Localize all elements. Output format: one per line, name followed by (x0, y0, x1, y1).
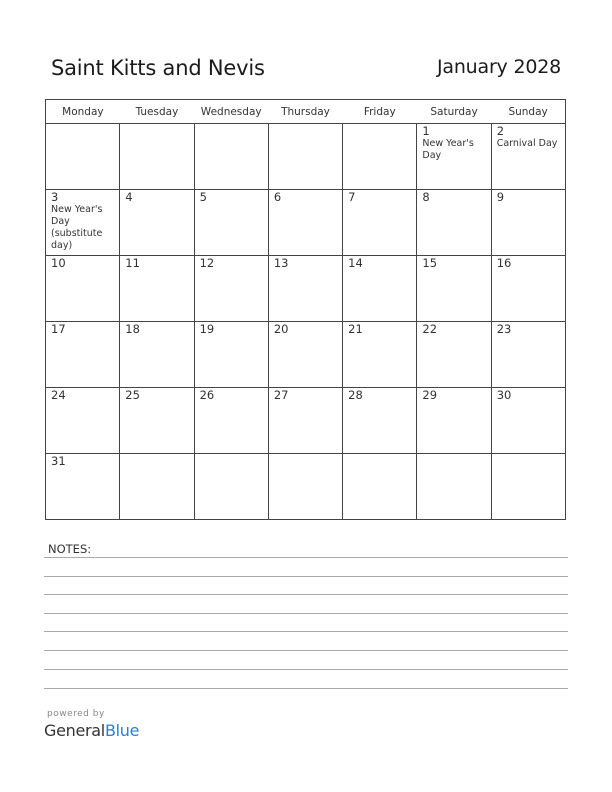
day-cell (343, 322, 417, 388)
day-cell (46, 322, 120, 388)
day-cell (46, 256, 120, 322)
day-cell (417, 322, 491, 388)
notes-line (44, 594, 568, 595)
day-number: 3 (51, 190, 59, 204)
calendar-week-row (46, 388, 566, 454)
day-cell (491, 124, 565, 190)
day-cell (268, 256, 342, 322)
day-cell (343, 190, 417, 256)
day-cell (343, 388, 417, 454)
day-number: 31 (51, 454, 66, 468)
notes-line (44, 631, 568, 632)
day-number: 11 (125, 256, 140, 270)
day-cell (417, 454, 491, 520)
calendar-week-row (46, 322, 566, 388)
day-cell (268, 322, 342, 388)
day-number: 13 (273, 256, 289, 270)
day-number: 23 (496, 322, 512, 336)
day-number: 26 (199, 388, 215, 402)
day-cell (46, 454, 120, 520)
day-cell (268, 190, 342, 256)
day-cell (268, 454, 342, 520)
holiday-label: New Year's Day (substitute day) (51, 204, 103, 251)
day-number: 9 (496, 190, 505, 204)
day-number: 6 (273, 190, 282, 204)
day-cell (120, 454, 194, 520)
day-cell (343, 454, 417, 520)
calendar-week-row (46, 454, 566, 520)
calendar-week-row (46, 124, 566, 190)
weekday-header: Thursday (268, 100, 342, 124)
day-cell (194, 190, 268, 256)
notes-line (44, 557, 568, 558)
day-cell (194, 256, 268, 322)
day-number: 21 (348, 322, 363, 336)
weekday-header: Monday (46, 100, 120, 124)
day-number: 27 (273, 388, 289, 402)
day-cell (120, 322, 194, 388)
day-cell (120, 256, 194, 322)
day-number: 25 (125, 388, 140, 402)
brand-blue-text: Blue (104, 721, 140, 740)
day-number: 4 (125, 190, 133, 204)
day-number: 1 (422, 124, 430, 138)
day-cell (194, 454, 268, 520)
day-cell (343, 124, 417, 190)
day-number: 14 (348, 256, 363, 270)
weekday-header: Sunday (491, 100, 565, 124)
day-number: 28 (348, 388, 363, 402)
day-number: 19 (199, 322, 215, 336)
day-cell (120, 190, 194, 256)
day-cell (120, 388, 194, 454)
day-cell (120, 124, 194, 190)
calendar-week-row (46, 190, 566, 256)
day-cell (46, 190, 120, 256)
day-cell (491, 454, 565, 520)
day-cell (417, 256, 491, 322)
holiday-label: Carnival Day (496, 138, 558, 149)
day-number: 17 (51, 322, 66, 336)
day-number: 22 (422, 322, 438, 336)
brand-general-text: General (44, 721, 105, 740)
day-cell (46, 388, 120, 454)
day-cell (491, 190, 565, 256)
day-cell (194, 322, 268, 388)
calendar-week-row (46, 256, 566, 322)
day-number: 20 (273, 322, 289, 336)
month-year-title: January 2028 (436, 56, 561, 78)
day-number: 8 (422, 190, 430, 204)
day-cell (491, 256, 565, 322)
day-number: 24 (51, 388, 66, 402)
day-cell (417, 190, 491, 256)
notes-line (44, 576, 568, 577)
day-cell (343, 256, 417, 322)
day-cell (491, 388, 565, 454)
weekday-header: Tuesday (120, 100, 194, 124)
powered-by-text: powered by (47, 709, 105, 719)
day-number: 10 (51, 256, 66, 270)
day-number: 30 (496, 388, 512, 402)
day-number: 16 (496, 256, 512, 270)
day-cell (194, 124, 268, 190)
day-number: 12 (199, 256, 215, 270)
day-cell (491, 322, 565, 388)
weekday-header: Wednesday (194, 100, 268, 124)
notes-line (44, 669, 568, 670)
calendar-grid (45, 99, 566, 520)
day-cell (268, 388, 342, 454)
day-cell (268, 124, 342, 190)
day-cell (417, 124, 491, 190)
country-title: Saint Kitts and Nevis (51, 56, 265, 80)
generalblue-logo[interactable] (44, 721, 139, 740)
day-number: 29 (422, 388, 438, 402)
day-number: 15 (422, 256, 438, 270)
day-number: 7 (348, 190, 356, 204)
day-number: 2 (496, 124, 505, 138)
day-cell (417, 388, 491, 454)
notes-line (44, 688, 568, 689)
day-number: 5 (199, 190, 207, 204)
weekday-header-row (46, 100, 566, 124)
notes-label: NOTES: (48, 542, 92, 556)
notes-line (44, 650, 568, 651)
day-cell (194, 388, 268, 454)
weekday-header: Saturday (417, 100, 491, 124)
holiday-label: New Year's Day (422, 138, 474, 161)
weekday-header: Friday (343, 100, 417, 124)
day-cell (46, 124, 120, 190)
notes-line (44, 613, 568, 614)
day-number: 18 (125, 322, 140, 336)
